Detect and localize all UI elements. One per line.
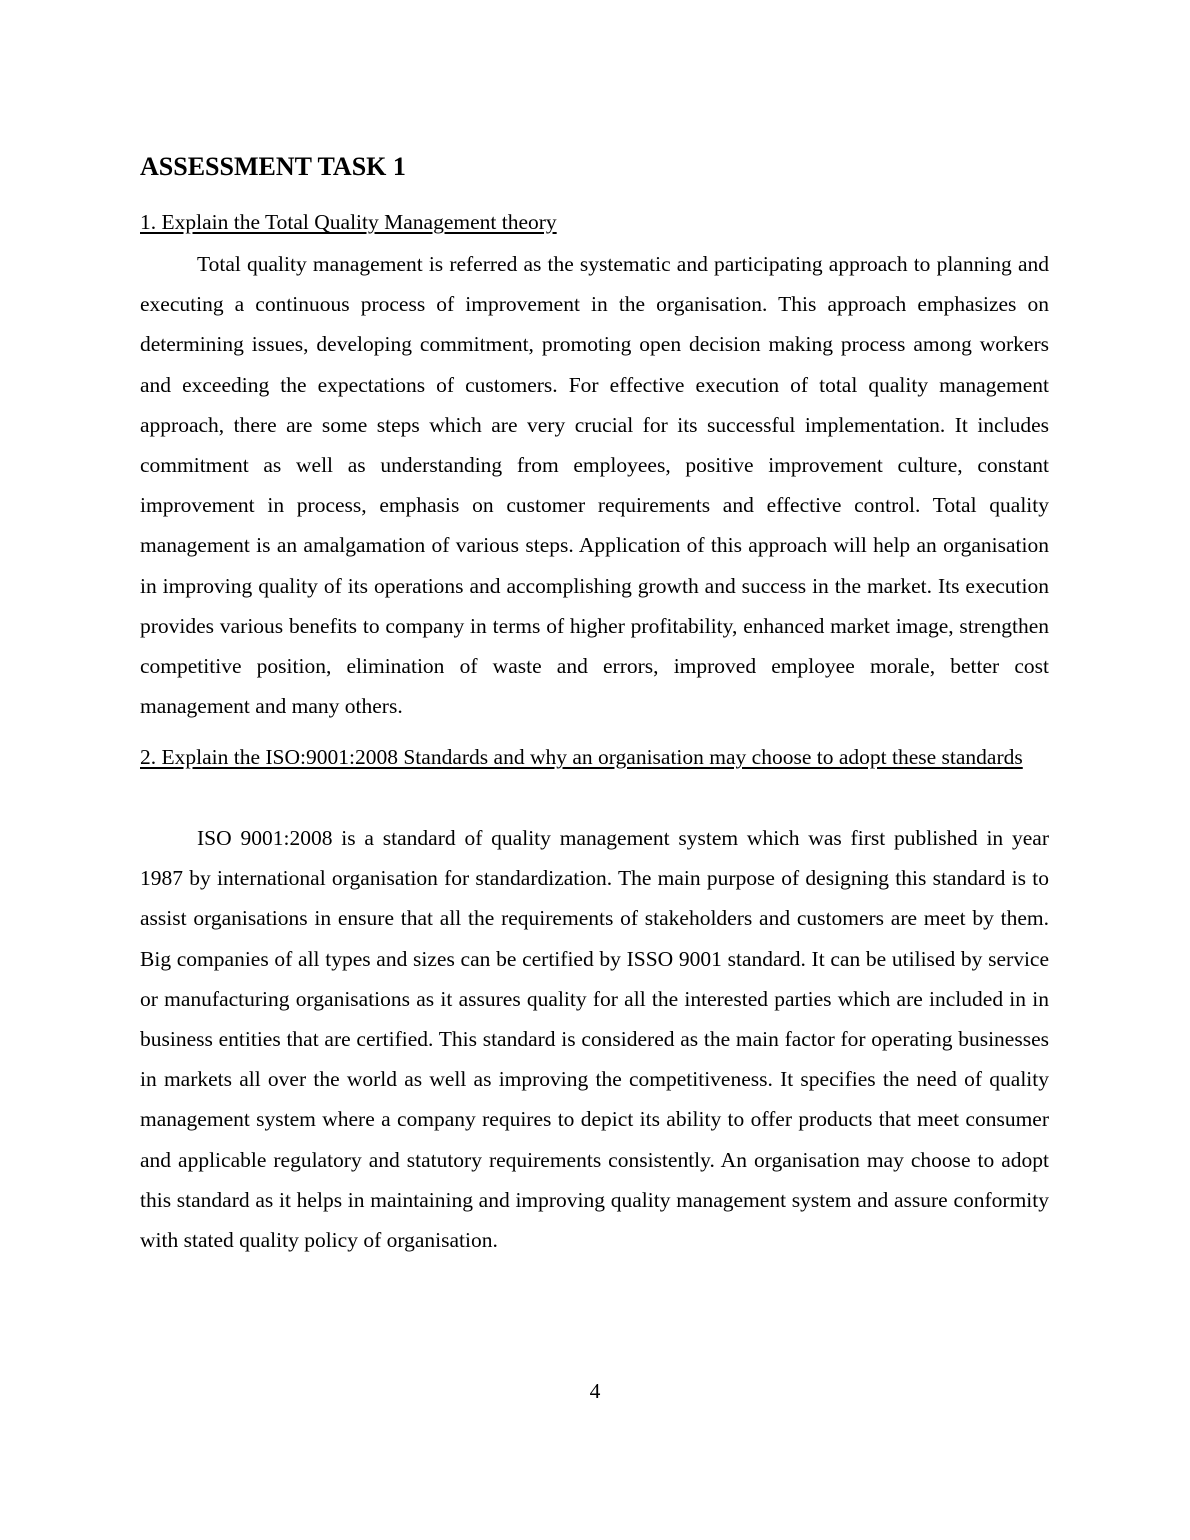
page-number: 4 [589, 1379, 601, 1403]
section-1-heading: 1. Explain the Total Quality Management theory [140, 210, 557, 234]
page-title: ASSESSMENT TASK 1 [140, 152, 406, 181]
section-2-body: ISO 9001:2008 is a standard of quality management system which was first published in year 1987 by international organisation for standardization. The main purpose of designing this standard is to assist organisations in ensure that all the requirements of stakeholders and customers are meet by them. Big companies of all types and sizes can be certified by ISSO 9001 standard. It can be utilised by service or manufacturing organisations as it assures quality for all the interested parties which are included in in business entities that are certified. This standard is considered as the main factor for operating businesses in markets all over the world as well as improving the competitiveness. It specifies the need of quality management system where a company requires to depict its ability to offer products that meet consumer and applicable regulatory and statutory requirements consistently. An organisation may choose to adopt this standard as it helps in maintaining and improving quality management system and assure conformity with stated quality policy of organisation. [140, 826, 1049, 1253]
section-2-heading: 2. Explain the ISO:9001:2008 Standards and why an organisation may choose to adopt these standards [140, 745, 1023, 769]
section-1-body: Total quality management is referred as the systematic and participating approach to planning and executing a continuous process of improvement in the organisation. This approach emphasizes on determining issues, developing commitment, promoting open decision making process among workers and exceeding the expectations of customers. For effective execution of total quality management approach, there are some steps which are very crucial for its successful implementation. It includes commitment as well as understanding from employees, positive improvement culture, constant improvement in process, emphasis on customer requirements and effective control. Total quality management is an amalgamation of various steps. Application of this approach will help an organisation in improving quality of its operations and accomplishing growth and success in the market. Its execution provides various benefits to company in terms of higher profitability, enhanced market image, strengthen competitive position, elimination of waste and errors, improved employee morale, better cost management and many others. [140, 252, 1049, 719]
